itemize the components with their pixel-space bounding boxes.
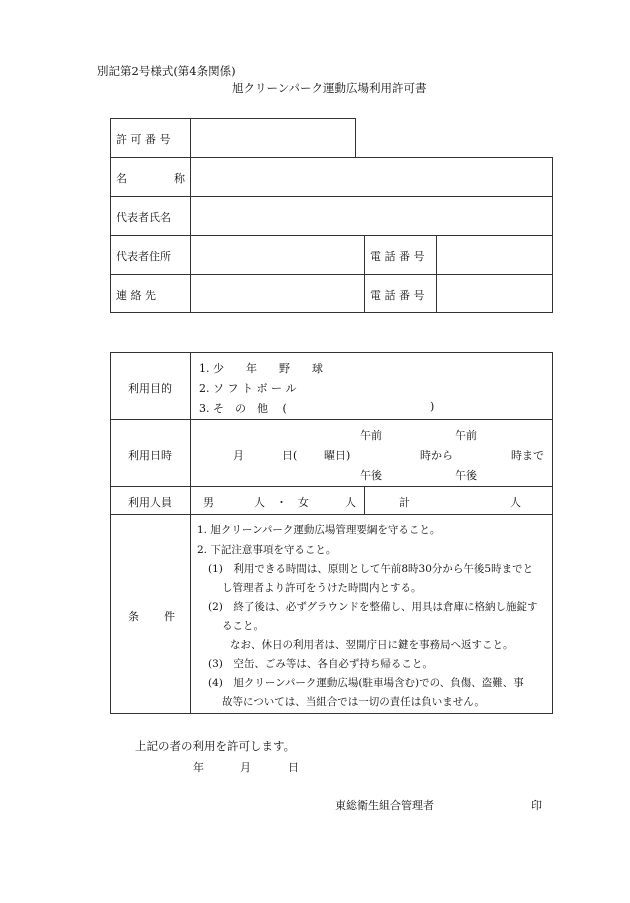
representative-name-label: 代表者氏名	[116, 211, 171, 224]
datetime-label: 利用日時	[128, 449, 172, 462]
female-label: 女	[298, 496, 309, 509]
phone-field-2[interactable]	[438, 276, 551, 312]
permit-number-label: 許 可 番 号	[116, 133, 171, 146]
permit-number-field[interactable]	[192, 120, 354, 156]
seal-mark: 印	[531, 799, 542, 812]
pm-start: 午後	[360, 469, 382, 482]
condition-2-2a: (2) 終了後は、必ずグラウンドを整備し、用具は倉庫に格納し施錠す	[208, 601, 538, 613]
condition-2-1b: し管理者より許可をうけた時間内とする。	[222, 582, 422, 594]
male-unit: 人	[254, 496, 265, 509]
name-label-left: 名	[116, 172, 127, 185]
issue-day: 日	[288, 761, 299, 774]
condition-2-3: (3) 空缶、ごみ等は、各自必ず持ち帰ること。	[208, 658, 433, 670]
female-unit: 人	[345, 496, 356, 509]
form-number: 別記第2号様式(第4条関係)	[97, 64, 236, 78]
contact-field[interactable]	[192, 276, 363, 312]
total-label: 計	[399, 496, 410, 509]
purpose-option-2: 2. ソ フ ト ボ ー ル	[199, 382, 297, 395]
total-unit: 人	[510, 496, 521, 509]
phone-field-1[interactable]	[438, 237, 551, 273]
contact-label: 連 絡 先	[116, 289, 156, 302]
until-label: 時まで	[511, 449, 544, 462]
weekday-label: 曜日)	[324, 449, 351, 462]
day-label: 日(	[282, 449, 298, 462]
purpose-option-3: 3. そ の 他 (	[199, 402, 287, 415]
condition-2-1a: (1) 利用できる時間は、原則として午前8時30分から午後5時までと	[208, 563, 534, 575]
name-field[interactable]	[192, 159, 551, 195]
condition-2-4b: 故等については、当組合では一切の責任は負いません。	[222, 696, 485, 708]
phone-label-2: 電 話 番 号	[370, 289, 425, 302]
male-label: 男	[203, 496, 214, 509]
purpose-option-3-close: )	[430, 400, 435, 413]
issue-month: 月	[240, 761, 251, 774]
condition-2-2c: なお、休日の利用者は、翌開庁日に鍵を事務局へ返すこと。	[230, 639, 514, 651]
separator-dot: ・	[276, 496, 287, 509]
condition-2-2b: ること。	[222, 620, 264, 632]
representative-address-field[interactable]	[192, 237, 363, 273]
phone-label-1: 電 話 番 号	[370, 250, 425, 263]
pm-end: 午後	[455, 469, 477, 482]
conditions-label-left: 条	[128, 610, 139, 623]
representative-address-label: 代表者住所	[116, 250, 171, 263]
am-end: 午前	[455, 429, 477, 442]
people-label: 利用人員	[128, 496, 172, 509]
representative-name-field[interactable]	[192, 198, 551, 234]
purpose-label: 利用目的	[128, 382, 172, 395]
name-label-right: 称	[174, 172, 185, 185]
issuer-name: 東総衛生組合管理者	[335, 799, 434, 812]
condition-2-4a: (4) 旭クリーンパーク運動広場(駐車場含む)での、負傷、盗難、事	[208, 677, 524, 689]
issue-year: 年	[193, 761, 204, 774]
permission-statement: 上記の者の利用を許可します。	[135, 739, 296, 753]
am-start: 午前	[360, 429, 382, 442]
from-label: 時から	[420, 449, 453, 462]
month-label: 月	[233, 449, 244, 462]
purpose-option-1: 1. 少 年 野 球	[199, 362, 323, 375]
conditions-label-right: 件	[164, 610, 175, 623]
condition-2: 2. 下記注意事項を守ること。	[197, 544, 337, 556]
page-title: 旭クリーンパーク運動広場利用許可書	[232, 81, 427, 95]
condition-1: 1. 旭クリーンパーク運動広場管理要綱を守ること。	[197, 524, 441, 536]
